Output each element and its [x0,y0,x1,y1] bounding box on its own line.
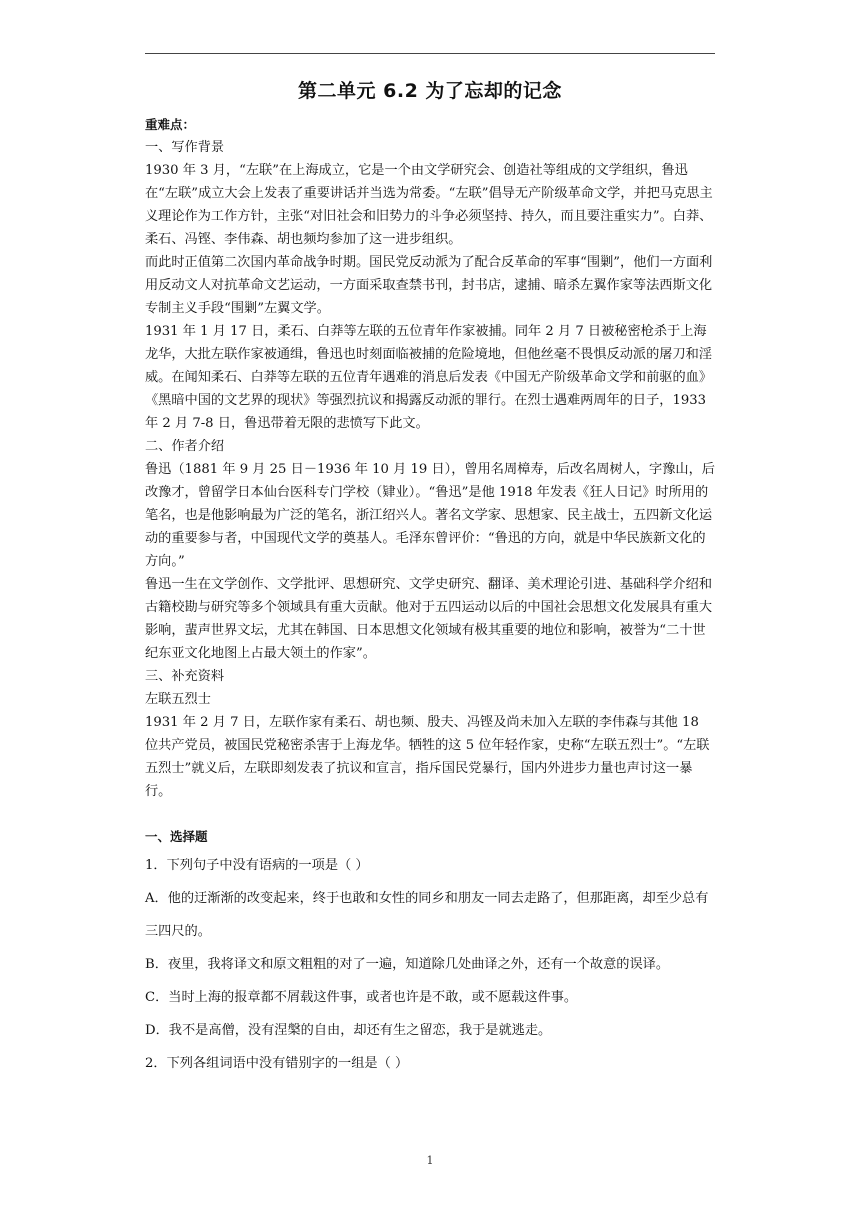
question-option-a: A．他的迂渐渐的改变起来，终于也敢和女性的同乡和朋友一同去走路了，但那距离，却至少总有三四尺的。 [145,891,709,939]
paragraph: 1931 年 1 月 17 日，柔石、白莽等左联的五位青年作家被捕。同年 2 月 7 日被秘密枪杀于上海龙华，大批左联作家被通缉，鲁迅也时刻面临被捕的危险境地，但他丝毫不畏惧反动派的屠刀和淫威。在闻知柔石、白莽等左联的五位青年遇难的消息后发表《中国无产阶级革命文学和前驱的血》《黑暗中国的文艺界的现状》等强烈抗议和揭露反动派的罪行。在烈士遇难两周年的日子，1933 年 2 月 7-8 日，鲁迅带着无限的悲愤写下此文。 [145,324,713,431]
spacer [145,803,715,825]
paragraph: 鲁迅一生在文学创作、文学批评、思想研究、文学史研究、翻译、美术理论引进、基础科学介绍和古籍校勘与研究等多个领域具有重大贡献。他对于五四运动以后的中国社会思想文化发展具有重大影响，蜚声世界文坛，尤其在韩国、日本思想文化领域有极其重要的地位和影响，被誉为“二十世纪东亚文化地图上占最大领土的作家”。 [145,577,713,661]
question-option-c: C．当时上海的报章都不屑载这件事，或者也许是不敢，或不愿载这件事。 [145,990,578,1005]
paragraph: 左联五烈士 [145,692,211,707]
question-option-d: D．我不是高僧，没有涅槃的自由，却还有生之留恋，我于是就逃走。 [145,1023,552,1038]
paragraph: 1930 年 3 月，“左联”在上海成立，它是一个由文学研究会、创造社等组成的文学组织，鲁迅在“左联”成立大会上发表了重要讲话并当选为常委。“左联”倡导无产阶级革命文学，并把马克思主义理论作为工作方针，主张“对旧社会和旧势力的斗争必须坚持、持久，而且要注重实力”。白莽、柔石、冯铿、李伟森、胡也频均参加了这一进步组织。 [145,163,713,247]
paragraph: 鲁迅（1881 年 9 月 25 日－1936 年 10 月 19 日），曾用名周樟寿，后改名周树人，字豫山，后改豫才，曾留学日本仙台医科专门学校（肄业）。“鲁迅”是他 1918 年发表《狂人日记》时所用的笔名，也是他影响最为广泛的笔名，浙江绍兴人。著名文学家、思想家、民主战士，五四新文化运动的重要参与者，中国现代文学的奠基人。毛泽东曾评价：“鲁迅的方向，就是中华民族新文化的方向。” [145,462,715,569]
page-title: 第二单元 6.2 为了忘却的记念 [298,80,562,102]
section-heading-supplement: 三、补充资料 [145,669,225,684]
exercise-heading: 一、选择题 [145,829,208,844]
paragraph: 1931 年 2 月 7 日，左联作家有柔石、胡也频、殷夫、冯铿及尚未加入左联的李伟森与其他 18 位共产党员，被国民党秘密杀害于上海龙华。牺牲的这 5 位年轻作家，史称“左联五烈士”。“左联五烈士”就义后，左联即刻发表了抗议和宣言，指斥国民党暴行，国内外进步力量也声讨这一暴行。 [145,715,710,799]
paragraph: 而此时正值第二次国内革命战争时期。国民党反动派为了配合反革命的军事“围剿”，他们一方面利用反动文人对抗革命文艺运动，一方面采取查禁书刊，封书店，逮捕、暗杀左翼作家等法西斯文化专制主义手段“围剿”左翼文学。 [145,255,713,316]
question-option-b: B．夜里，我将译文和原文粗粗的对了一遍，知道除几处曲译之外，还有一个故意的误译。 [145,957,669,972]
document-body [145,113,715,1080]
section-heading-author: 二、作者介绍 [145,439,225,454]
page-number: 1 [426,1154,434,1167]
question-stem: 2．下列各组词语中没有错别字的一组是（ ） [145,1056,409,1071]
header-rule [145,53,715,54]
section-heading-background: 一、写作背景 [145,140,225,155]
question-stem: 1．下列句子中没有语病的一项是（ ） [145,858,369,873]
key-points-label: 重难点： [145,117,196,132]
